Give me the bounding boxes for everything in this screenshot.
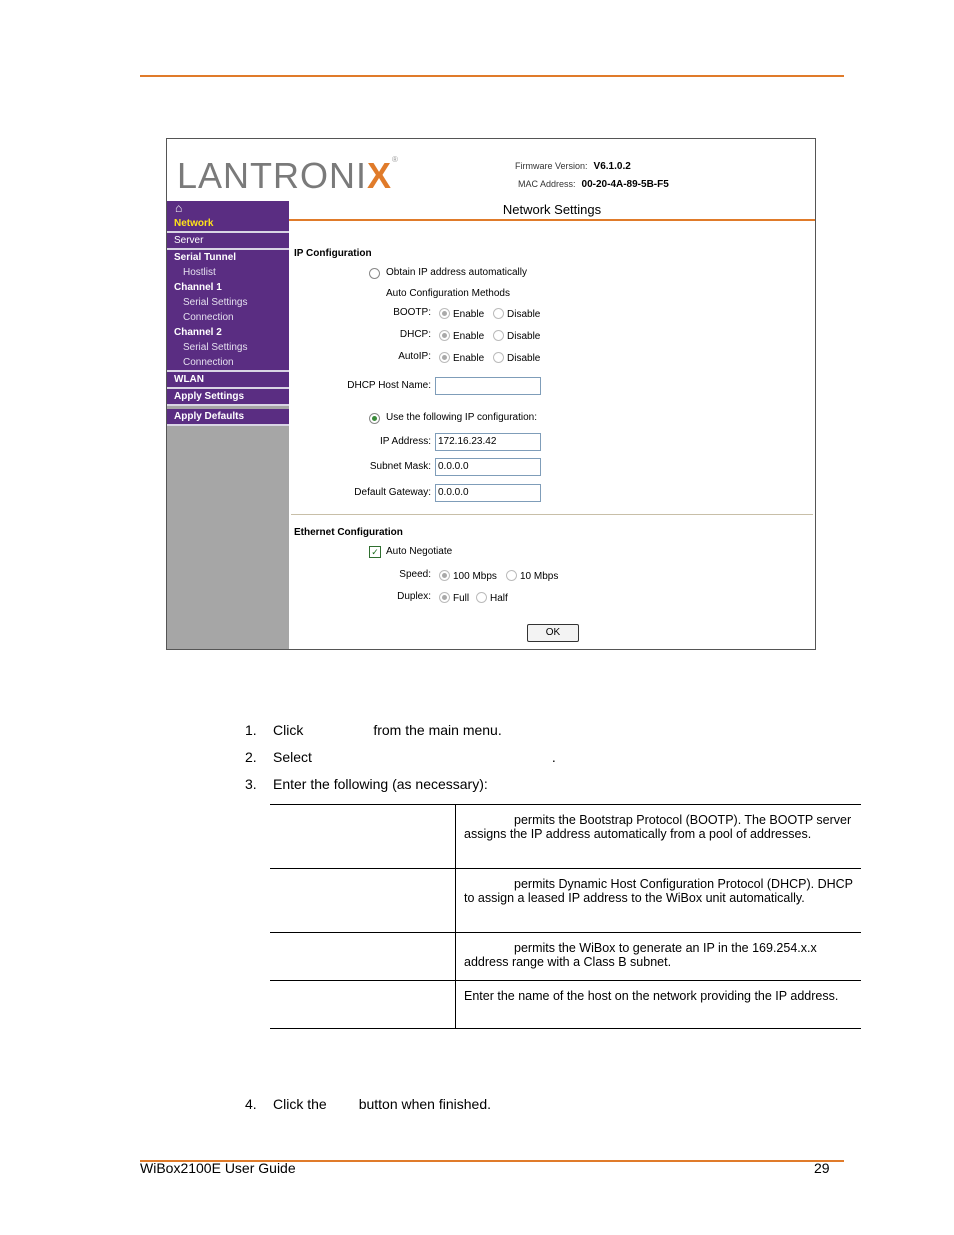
duplex-full-radio[interactable]	[439, 592, 450, 603]
firmware-version: Firmware Version: V6.1.0.2	[515, 161, 631, 172]
nav-group-server	[167, 233, 289, 250]
autoip-label: AutoIP:	[398, 351, 431, 362]
ip-address-input[interactable]: 172.16.23.42	[435, 433, 541, 451]
speed-10-radio[interactable]	[506, 570, 517, 581]
auto-negotiate-label: Auto Negotiate	[386, 546, 453, 557]
network-settings-screenshot	[166, 138, 816, 650]
parameter-table	[270, 804, 861, 1029]
sidebar	[167, 201, 289, 649]
dhcp-label: DHCP:	[399, 329, 431, 340]
speed-label: Speed:	[399, 569, 431, 580]
nav-group-serial	[167, 250, 289, 372]
bootp-disable-label: Disable	[507, 309, 541, 320]
dhcp-host-label: DHCP Host Name:	[347, 380, 431, 391]
use-following-label: Use the following IP configuration:	[386, 412, 538, 423]
bootp-disable-radio[interactable]	[493, 308, 504, 319]
dhcp-disable-label: Disable	[507, 331, 541, 342]
speed-10-label: 10 Mbps	[520, 571, 559, 582]
nav-server[interactable]: Server	[174, 235, 204, 246]
obtain-auto-label: Obtain IP address automatically	[386, 267, 528, 278]
dhcp-enable-label: Enable	[453, 331, 485, 342]
section-divider	[291, 514, 813, 515]
dhcp-disable-radio[interactable]	[493, 330, 504, 341]
nav-home[interactable]	[167, 201, 289, 216]
auto-negotiate-checkbox[interactable]: ✓	[369, 546, 381, 558]
speed-100-radio[interactable]	[439, 570, 450, 581]
ip-config-heading: IP Configuration	[294, 248, 372, 259]
mac-address: MAC Address: 00-20-4A-89-5B-F5	[518, 179, 669, 190]
duplex-full-label: Full	[453, 593, 470, 604]
logo-bar	[167, 139, 815, 201]
use-following-radio[interactable]	[369, 413, 380, 424]
table-row	[270, 933, 861, 981]
duplex-label: Duplex:	[397, 591, 431, 602]
speed-100-label: 100 Mbps	[453, 571, 497, 582]
autoip-disable-radio[interactable]	[493, 352, 504, 363]
default-gateway-label: Default Gateway:	[354, 487, 431, 498]
bootp-enable-radio[interactable]	[439, 308, 450, 319]
table-cell-param	[270, 981, 456, 1029]
page-number: 29	[814, 1160, 830, 1176]
bootp-label: BOOTP:	[393, 307, 431, 318]
settings-title: Network Settings	[289, 201, 815, 221]
duplex-half-radio[interactable]	[476, 592, 487, 603]
auto-methods-label: Auto Configuration Methods	[386, 288, 510, 299]
nav-hostlist[interactable]: Hostlist	[183, 267, 216, 278]
default-gateway-input[interactable]: 0.0.0.0	[435, 484, 541, 502]
dhcp-enable-radio[interactable]	[439, 330, 450, 341]
footer-title: WiBox2100E User Guide	[140, 1160, 296, 1176]
nav-apply-settings[interactable]: Apply Settings	[174, 391, 245, 402]
autoip-enable-radio[interactable]	[439, 352, 450, 363]
nav-group-defaults	[167, 409, 289, 426]
lantronix-logo: LANTRONIX®	[177, 155, 399, 196]
nav-serial-tunnel[interactable]: Serial Tunnel	[174, 252, 237, 263]
obtain-auto-radio[interactable]	[369, 268, 380, 279]
table-row	[270, 981, 861, 1029]
ip-address-label: IP Address:	[380, 436, 431, 447]
nav-ch2-serial-settings[interactable]: Serial Settings	[183, 342, 248, 353]
step-3: 3. Enter the following (as necessary):	[245, 776, 488, 792]
nav-channel-1[interactable]: Channel 1	[174, 282, 222, 293]
settings-content	[289, 201, 815, 649]
eth-config-heading: Ethernet Configuration	[294, 527, 403, 538]
nav-group-apply	[167, 389, 289, 406]
table-row	[270, 869, 861, 933]
nav-group-wlan	[167, 372, 289, 389]
subnet-mask-input[interactable]: 0.0.0.0	[435, 458, 541, 476]
nav-apply-defaults[interactable]: Apply Defaults	[174, 411, 245, 422]
table-cell-desc: permits Dynamic Host Configuration Protocol (DHCP). DHCP to assign a leased IP address to the WiBox unit automatically.	[456, 869, 862, 933]
nav-ch1-connection[interactable]: Connection	[183, 312, 234, 323]
step-1: 1. Click from the main menu.	[245, 722, 502, 738]
step-4: 4. Click the button when finished.	[245, 1096, 492, 1112]
table-row	[270, 805, 861, 869]
table-cell-desc: permits the WiBox to generate an IP in the 169.254.x.x address range with a Class B subnet.	[456, 933, 862, 981]
duplex-half-label: Half	[490, 593, 508, 604]
nav-group-network	[167, 216, 289, 233]
table-cell-desc: permits the Bootstrap Protocol (BOOTP). The BOOTP server assigns the IP address automatically from a pool of addresses.	[456, 805, 862, 869]
autoip-disable-label: Disable	[507, 353, 541, 364]
nav-ch2-connection[interactable]: Connection	[183, 357, 234, 368]
step-2: 2. Select .	[245, 749, 556, 765]
table-cell-param	[270, 933, 456, 981]
subnet-mask-label: Subnet Mask:	[369, 461, 431, 472]
nav-channel-2[interactable]: Channel 2	[174, 327, 222, 338]
table-cell-param	[270, 869, 456, 933]
autoip-enable-label: Enable	[453, 353, 485, 364]
home-icon[interactable]: ⌂	[175, 201, 183, 215]
nav-network[interactable]: Network	[174, 218, 214, 229]
ok-button[interactable]: OK	[527, 624, 579, 642]
header-rule	[140, 75, 844, 77]
table-cell-desc: Enter the name of the host on the network providing the IP address.	[456, 981, 862, 1029]
nav-wlan[interactable]: WLAN	[174, 374, 204, 385]
dhcp-host-input[interactable]	[435, 377, 541, 395]
table-cell-param	[270, 805, 456, 869]
bootp-enable-label: Enable	[453, 309, 485, 320]
nav-ch1-serial-settings[interactable]: Serial Settings	[183, 297, 248, 308]
